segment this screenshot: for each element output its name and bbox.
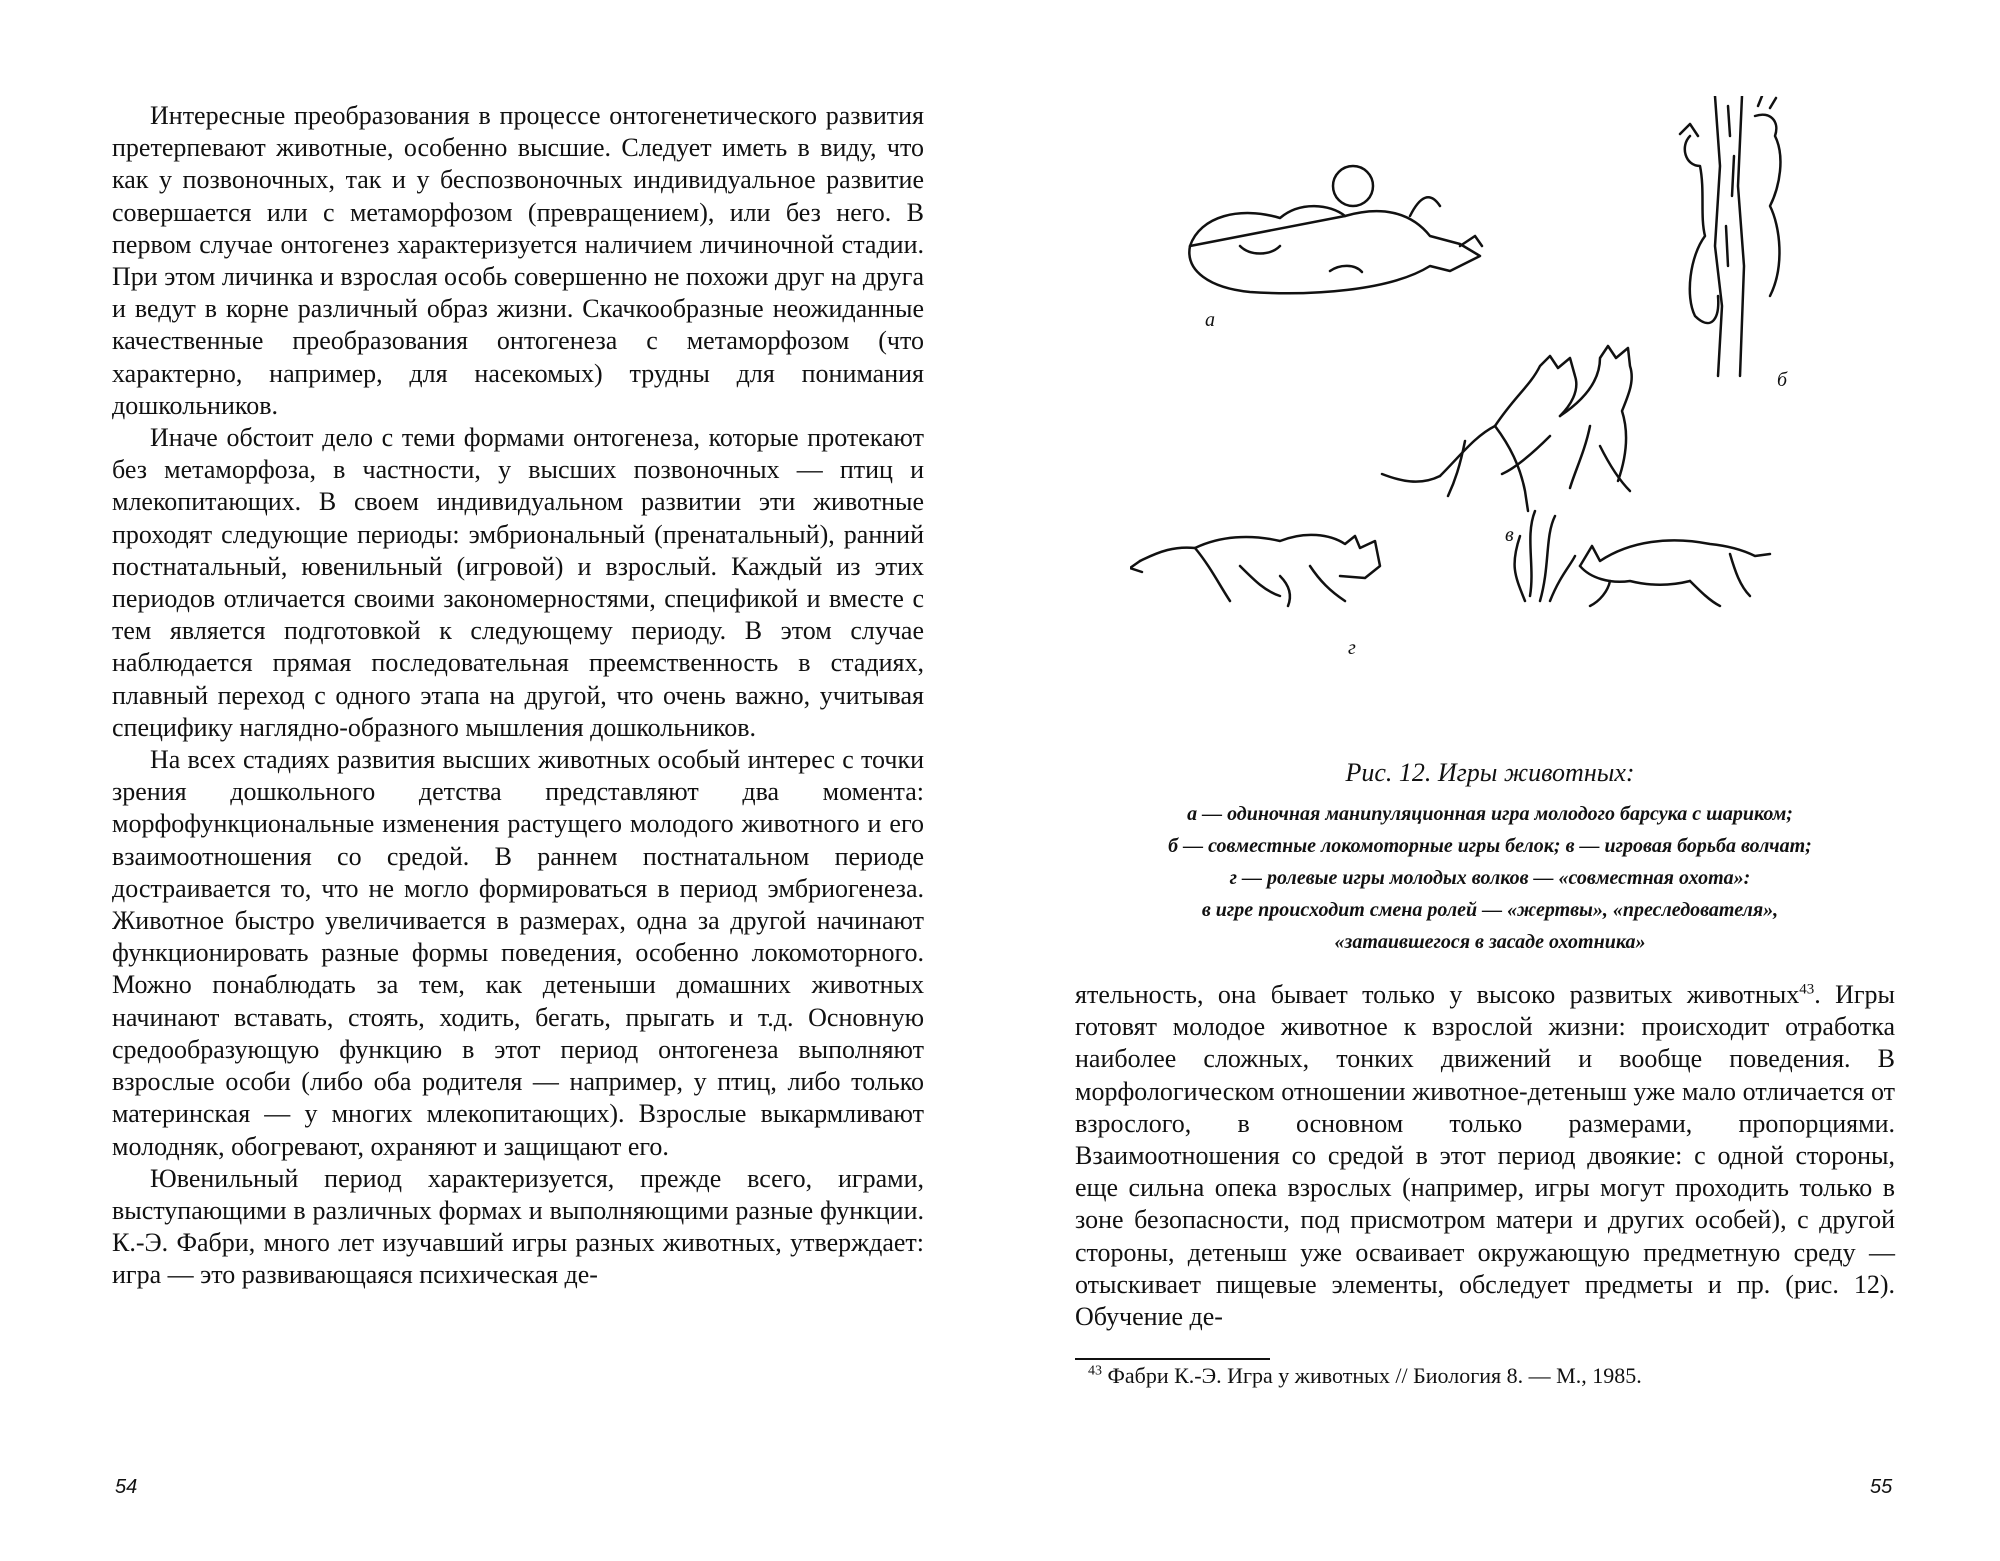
footnote-reference[interactable]: 43 — [1799, 981, 1815, 998]
figure-label-b: б — [1777, 369, 1788, 391]
figure-illustration — [1130, 96, 1890, 736]
figure-caption — [1060, 758, 1920, 958]
right-body-text — [1075, 979, 1895, 1333]
squirrels-on-tree-drawing — [1680, 96, 1780, 376]
caption-line: в игре происходит смена ролей — «жертвы», «преследователя», — [1201, 899, 1779, 921]
paragraph: Иначе обстоит дело с теми формами онтогенеза, которые протекают без метаморфоза, в частности, у высших позвоночных — птиц и млекопитающих. В своем индивидуальном развитии эти животные проходят следующие периоды: эмбриональный (пренатальный), ранний постнатальный, ювенильный (игровой) и взрослый. Каждый из этих периодов отличается своими закономерностями, спецификой и вместе с тем является подготовкой к следующему периоду. В этом случае наблюдается прямая последовательная преемственность в стадиях, плавный переход с одного этапа на другой, что очень важно, учитывая специфику наглядно-образного мышления дошкольников. — [112, 423, 924, 742]
paragraph: Интересные преобразования в процессе онтогенетического развития претерпевают животные, особенно высшие. Следует иметь в виду, что как у позвоночных, так и у беспозвоночных индивидуальное развитие совершается или с метаморфозом (превращением), или без него. В первом случае онтогенез характеризуется наличием личиночной стадии. При этом личинка и взрослая особь совершенно не похожи друг на друга и ведут в корне различный образ жизни. Скачкообразные неожиданные качественные преобразования онтогенеза с метаморфозом (что характерно, например, для насекомых) трудны для понимания дошкольников. — [112, 101, 924, 420]
footnote-text: Фабри К.-Э. Игра у животных // Биология 8. — М., 1985. — [1107, 1363, 1642, 1388]
left-body-text — [112, 100, 924, 1292]
wolf-hunting-drawing-right — [1515, 511, 1770, 606]
right-page — [1000, 0, 2000, 1561]
text-before-note: ятельность, она бывает только у высоко развитых животных — [1075, 980, 1800, 1009]
figure-label-a: а — [1205, 309, 1215, 331]
paragraph: Ювенильный период характеризуется, прежде всего, играми, выступающими в различных формах и выполняющими разные функции. К.-Э. Фабри, много лет изучавший игры разных животных, утверждает: игра — это развивающаяся психическая де- — [112, 1163, 924, 1290]
badger-with-ball-drawing — [1189, 166, 1482, 293]
caption-line: «затаившегося в засаде охотника» — [1334, 931, 1646, 953]
figure-label-v: в — [1505, 524, 1514, 546]
page-number-left: 54 — [115, 1476, 138, 1498]
page-number-right: 55 — [1870, 1476, 1893, 1498]
caption-line: а — одиночная манипуляционная игра молодого барсука с шариком; — [1187, 803, 1793, 825]
caption-title: Рис. 12. Игры животных: — [1345, 758, 1635, 787]
figure-animal-games — [1130, 96, 1890, 736]
caption-line: б — совместные локомоторные игры белок; в — игровая борьба волчат; — [1168, 835, 1812, 857]
footnote-divider — [1075, 1358, 1270, 1360]
paragraph — [1075, 979, 1895, 1333]
figure-label-g: г — [1348, 637, 1356, 659]
text-after-note: . Игры готовят молодое животное к взрослой жизни: происходит отработка наиболее сложных, тонких движений и вообще поведения. В морфологическом отношении животное-детеныш уже мало отличается от взрослого, в основном только размерами, пропорциями. Взаимоотношения со средой в этот период двоякие: с одной стороны, еще сильна опека взрослых (например, игры могут проходить только в зоне безопасности, под присмотром матери и других особей), с другой стороны, детеныш уже осваивает окружающую предметную среду — отыскивает пищевые элементы, обследует предметы и пр. (рис. 12). Обучение де- — [1075, 980, 1895, 1332]
paragraph: На всех стадиях развития высших животных особый интерес с точки зрения дошкольного детства представляют два момента: морфофункциональные изменения растущего молодого животного и его взаимоотношения со средой. В раннем постнатальном периоде достраивается то, что не могло формироваться в период эмбриогенеза. Животное быстро увеличивается в размерах, одна за другой начинают функционировать разные формы поведения, особенно локомоторного. Можно понаблюдать за тем, как детеныши домашних животных начинают вставать, стоять, ходить, бегать, прыгать и т.д. Основную средообразующую функцию в этот период онтогенеза выполняют взрослые особи (либо оба родителя — например, у птиц, либо только материнская — у многих млекопитающих). Взрослые выкармливают молодняк, обогревают, охраняют и защищают его. — [112, 745, 924, 1161]
footnote — [1088, 1363, 1642, 1389]
footnote-number: 43 — [1088, 1363, 1102, 1379]
caption-line: г — ролевые игры молодых волков — «совместная охота»: — [1229, 867, 1751, 889]
wolves-hunting-drawing-left — [1130, 535, 1380, 606]
wolf-pups-fighting-drawing — [1382, 346, 1632, 511]
